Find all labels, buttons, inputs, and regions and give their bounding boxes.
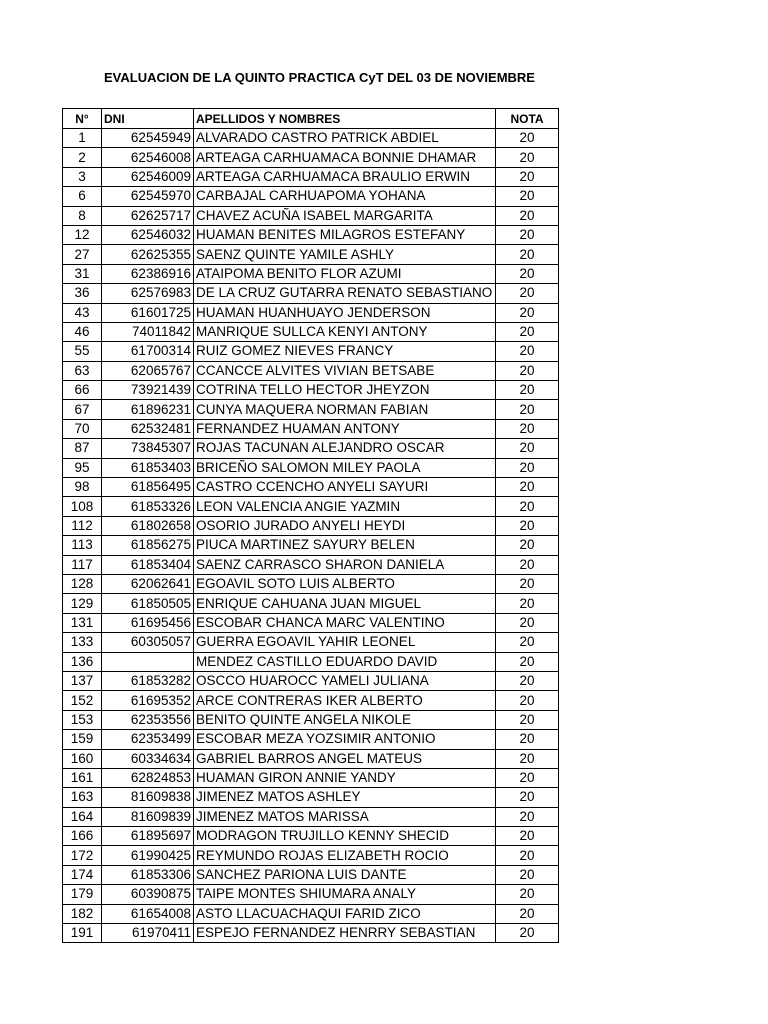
table-row <box>63 749 559 768</box>
student-grade-cell: 20 <box>496 245 559 264</box>
student-name-cell: ROJAS TACUNAN ALEJANDRO OSCAR <box>194 439 496 458</box>
student-number-cell: 43 <box>63 303 102 322</box>
student-name-cell: DE LA CRUZ GUTARRA RENATO SEBASTIANO <box>194 284 496 303</box>
student-number-cell: 6 <box>63 187 102 206</box>
student-grade-cell: 20 <box>496 885 559 904</box>
student-dni-cell: 62625717 <box>102 206 194 225</box>
student-name-cell: ATAIPOMA BENITO FLOR AZUMI <box>194 264 496 283</box>
student-grade-cell: 20 <box>496 633 559 652</box>
table-row <box>63 594 559 613</box>
student-grade-cell: 20 <box>496 710 559 729</box>
student-number-cell: 129 <box>63 594 102 613</box>
table-row <box>63 419 559 438</box>
student-name-cell: CHAVEZ ACUÑA ISABEL MARGARITA <box>194 206 496 225</box>
student-dni-cell: 62546032 <box>102 225 194 244</box>
student-grade-cell: 20 <box>496 671 559 690</box>
student-grade-cell: 20 <box>496 361 559 380</box>
student-grade-cell: 20 <box>496 478 559 497</box>
student-grade-cell: 20 <box>496 381 559 400</box>
table-row <box>63 148 559 167</box>
student-name-cell: TAIPE MONTES SHIUMARA ANALY <box>194 885 496 904</box>
student-name-cell: JIMENEZ MATOS ASHLEY <box>194 788 496 807</box>
student-number-cell: 3 <box>63 167 102 186</box>
student-name-cell: ARTEAGA CARHUAMACA BRAULIO ERWIN <box>194 167 496 186</box>
table-row <box>63 400 559 419</box>
student-grade-cell: 20 <box>496 846 559 865</box>
student-number-cell: 95 <box>63 458 102 477</box>
student-name-cell: ESCOBAR CHANCA MARC VALENTINO <box>194 613 496 632</box>
table-row <box>63 807 559 826</box>
student-dni-cell: 61695456 <box>102 613 194 632</box>
student-name-cell: JIMENEZ MATOS MARISSA <box>194 807 496 826</box>
student-name-cell: RUIZ GOMEZ NIEVES FRANCY <box>194 342 496 361</box>
student-dni-cell: 61853282 <box>102 671 194 690</box>
student-grade-cell: 20 <box>496 924 559 943</box>
student-dni-cell: 81609839 <box>102 807 194 826</box>
student-dni-cell: 61853404 <box>102 555 194 574</box>
student-grade-cell: 20 <box>496 167 559 186</box>
student-grade-cell: 20 <box>496 536 559 555</box>
table-row <box>63 633 559 652</box>
student-dni-cell: 61856275 <box>102 536 194 555</box>
header-row <box>63 109 559 129</box>
student-name-cell: ALVARADO CASTRO PATRICK ABDIEL <box>194 129 496 148</box>
student-dni-cell: 61601725 <box>102 303 194 322</box>
table-row <box>63 322 559 341</box>
student-dni-cell: 61695352 <box>102 691 194 710</box>
table-row <box>63 846 559 865</box>
student-number-cell: 164 <box>63 807 102 826</box>
student-dni-cell: 62545970 <box>102 187 194 206</box>
student-name-cell: LEON VALENCIA ANGIE YAZMIN <box>194 497 496 516</box>
student-name-cell: HUAMAN BENITES MILAGROS ESTEFANY <box>194 225 496 244</box>
student-grade-cell: 20 <box>496 284 559 303</box>
student-grade-cell: 20 <box>496 187 559 206</box>
student-dni-cell: 62824853 <box>102 768 194 787</box>
student-dni-cell: 61700314 <box>102 342 194 361</box>
student-grade-cell: 20 <box>496 129 559 148</box>
student-dni-cell: 61853403 <box>102 458 194 477</box>
student-number-cell: 63 <box>63 361 102 380</box>
student-name-cell: OSORIO JURADO ANYELI HEYDI <box>194 516 496 535</box>
table-row <box>63 536 559 555</box>
student-grade-cell: 20 <box>496 458 559 477</box>
student-dni-cell: 62386916 <box>102 264 194 283</box>
student-number-cell: 163 <box>63 788 102 807</box>
student-dni-cell: 62546008 <box>102 148 194 167</box>
student-dni-cell: 61853326 <box>102 497 194 516</box>
student-grade-cell: 20 <box>496 264 559 283</box>
student-dni-cell: 60390875 <box>102 885 194 904</box>
table-row <box>63 555 559 574</box>
student-name-cell: ESCOBAR MEZA YOZSIMIR ANTONIO <box>194 730 496 749</box>
student-name-cell: BENITO QUINTE ANGELA NIKOLE <box>194 710 496 729</box>
student-name-cell: CUNYA MAQUERA NORMAN FABIAN <box>194 400 496 419</box>
table-row <box>63 245 559 264</box>
student-number-cell: 55 <box>63 342 102 361</box>
student-grade-cell: 20 <box>496 788 559 807</box>
table-row <box>63 303 559 322</box>
student-number-cell: 191 <box>63 924 102 943</box>
student-grade-cell: 20 <box>496 730 559 749</box>
student-number-cell: 46 <box>63 322 102 341</box>
student-number-cell: 8 <box>63 206 102 225</box>
student-dni-cell: 61802658 <box>102 516 194 535</box>
student-grade-cell: 20 <box>496 516 559 535</box>
student-number-cell: 87 <box>63 439 102 458</box>
student-grade-cell: 20 <box>496 574 559 593</box>
student-name-cell: COTRINA TELLO HECTOR JHEYZON <box>194 381 496 400</box>
student-grade-cell: 20 <box>496 497 559 516</box>
student-dni-cell <box>102 652 194 671</box>
student-name-cell: EGOAVIL SOTO LUIS ALBERTO <box>194 574 496 593</box>
table-row <box>63 710 559 729</box>
student-dni-cell: 73921439 <box>102 381 194 400</box>
student-name-cell: MENDEZ CASTILLO EDUARDO DAVID <box>194 652 496 671</box>
student-dni-cell: 61654008 <box>102 904 194 923</box>
table-row <box>63 516 559 535</box>
student-number-cell: 66 <box>63 381 102 400</box>
table-row <box>63 671 559 690</box>
student-dni-cell: 61970411 <box>102 924 194 943</box>
document-title: EVALUACION DE LA QUINTO PRACTICA CyT DEL 03 DE NOVIEMBRE <box>104 70 535 85</box>
student-number-cell: 70 <box>63 419 102 438</box>
student-number-cell: 12 <box>63 225 102 244</box>
table-row <box>63 206 559 225</box>
student-number-cell: 1 <box>63 129 102 148</box>
student-number-cell: 137 <box>63 671 102 690</box>
student-name-cell: ARCE CONTRERAS IKER ALBERTO <box>194 691 496 710</box>
table-row <box>63 167 559 186</box>
student-dni-cell: 62576983 <box>102 284 194 303</box>
student-number-cell: 112 <box>63 516 102 535</box>
student-number-cell: 160 <box>63 749 102 768</box>
student-name-cell: HUAMAN GIRON ANNIE YANDY <box>194 768 496 787</box>
student-number-cell: 36 <box>63 284 102 303</box>
student-grade-cell: 20 <box>496 206 559 225</box>
student-name-cell: ASTO LLACUACHAQUI FARID ZICO <box>194 904 496 923</box>
table-row <box>63 458 559 477</box>
student-number-cell: 152 <box>63 691 102 710</box>
student-dni-cell: 62062641 <box>102 574 194 593</box>
student-dni-cell: 61850505 <box>102 594 194 613</box>
student-number-cell: 128 <box>63 574 102 593</box>
student-number-cell: 27 <box>63 245 102 264</box>
student-dni-cell: 62065767 <box>102 361 194 380</box>
student-grade-cell: 20 <box>496 225 559 244</box>
table-row <box>63 225 559 244</box>
student-number-cell: 172 <box>63 846 102 865</box>
student-dni-cell: 74011842 <box>102 322 194 341</box>
table-row <box>63 381 559 400</box>
student-grade-cell: 20 <box>496 594 559 613</box>
column-header-name: APELLIDOS Y NOMBRES <box>194 109 496 129</box>
table-row <box>63 865 559 884</box>
student-dni-cell: 62545949 <box>102 129 194 148</box>
column-header-dni: DNI <box>102 109 194 129</box>
table-row <box>63 613 559 632</box>
student-dni-cell: 61895697 <box>102 827 194 846</box>
student-name-cell: OSCCO HUAROCC YAMELI JULIANA <box>194 671 496 690</box>
table-body <box>63 129 559 943</box>
student-grade-cell: 20 <box>496 400 559 419</box>
student-name-cell: ESPEJO FERNANDEZ HENRRY SEBASTIAN <box>194 924 496 943</box>
student-name-cell: SAENZ CARRASCO SHARON DANIELA <box>194 555 496 574</box>
student-dni-cell: 61896231 <box>102 400 194 419</box>
table-row <box>63 924 559 943</box>
student-number-cell: 182 <box>63 904 102 923</box>
student-grade-cell: 20 <box>496 555 559 574</box>
student-number-cell: 166 <box>63 827 102 846</box>
student-dni-cell: 62625355 <box>102 245 194 264</box>
student-grade-cell: 20 <box>496 322 559 341</box>
student-name-cell: HUAMAN HUANHUAYO JENDERSON <box>194 303 496 322</box>
table-row <box>63 439 559 458</box>
student-grade-cell: 20 <box>496 691 559 710</box>
student-dni-cell: 60305057 <box>102 633 194 652</box>
student-grade-cell: 20 <box>496 303 559 322</box>
student-dni-cell: 60334634 <box>102 749 194 768</box>
student-number-cell: 31 <box>63 264 102 283</box>
table-header <box>63 109 559 129</box>
table-row <box>63 768 559 787</box>
student-grade-cell: 20 <box>496 749 559 768</box>
student-name-cell: PIUCA MARTINEZ SAYURY BELEN <box>194 536 496 555</box>
table-row <box>63 284 559 303</box>
student-name-cell: FERNANDEZ HUAMAN ANTONY <box>194 419 496 438</box>
column-header-grade: NOTA <box>496 109 559 129</box>
student-grade-cell: 20 <box>496 419 559 438</box>
table-row <box>63 264 559 283</box>
column-header-number: N° <box>63 109 102 129</box>
table-row <box>63 187 559 206</box>
student-number-cell: 113 <box>63 536 102 555</box>
student-dni-cell: 73845307 <box>102 439 194 458</box>
student-dni-cell: 81609838 <box>102 788 194 807</box>
student-grade-cell: 20 <box>496 148 559 167</box>
table-row <box>63 497 559 516</box>
student-name-cell: GABRIEL BARROS ANGEL MATEUS <box>194 749 496 768</box>
student-name-cell: ARTEAGA CARHUAMACA BONNIE DHAMAR <box>194 148 496 167</box>
table-row <box>63 885 559 904</box>
student-number-cell: 136 <box>63 652 102 671</box>
student-grade-cell: 20 <box>496 652 559 671</box>
student-dni-cell: 61856495 <box>102 478 194 497</box>
student-name-cell: REYMUNDO ROJAS ELIZABETH ROCIO <box>194 846 496 865</box>
student-dni-cell: 62353499 <box>102 730 194 749</box>
student-grade-cell: 20 <box>496 768 559 787</box>
student-number-cell: 153 <box>63 710 102 729</box>
student-name-cell: CARBAJAL CARHUAPOMA YOHANA <box>194 187 496 206</box>
student-grade-cell: 20 <box>496 904 559 923</box>
table-row <box>63 827 559 846</box>
student-name-cell: SANCHEZ PARIONA LUIS DANTE <box>194 865 496 884</box>
table-row <box>63 904 559 923</box>
table-row <box>63 361 559 380</box>
student-dni-cell: 62353556 <box>102 710 194 729</box>
table-row <box>63 730 559 749</box>
student-grade-cell: 20 <box>496 827 559 846</box>
student-number-cell: 133 <box>63 633 102 652</box>
student-grade-cell: 20 <box>496 342 559 361</box>
student-dni-cell: 62532481 <box>102 419 194 438</box>
student-grade-cell: 20 <box>496 439 559 458</box>
student-dni-cell: 62546009 <box>102 167 194 186</box>
table-row <box>63 788 559 807</box>
table-row <box>63 129 559 148</box>
student-name-cell: MODRAGON TRUJILLO KENNY SHECID <box>194 827 496 846</box>
student-number-cell: 117 <box>63 555 102 574</box>
student-number-cell: 174 <box>63 865 102 884</box>
student-number-cell: 159 <box>63 730 102 749</box>
grades-table <box>62 108 559 943</box>
student-number-cell: 2 <box>63 148 102 167</box>
student-name-cell: GUERRA EGOAVIL YAHIR LEONEL <box>194 633 496 652</box>
student-number-cell: 179 <box>63 885 102 904</box>
table-row <box>63 574 559 593</box>
student-number-cell: 131 <box>63 613 102 632</box>
student-grade-cell: 20 <box>496 807 559 826</box>
student-number-cell: 98 <box>63 478 102 497</box>
student-grade-cell: 20 <box>496 613 559 632</box>
table-row <box>63 342 559 361</box>
student-name-cell: CCANCCE ALVITES VIVIAN BETSABE <box>194 361 496 380</box>
student-dni-cell: 61853306 <box>102 865 194 884</box>
table-row <box>63 652 559 671</box>
table-row <box>63 478 559 497</box>
student-number-cell: 161 <box>63 768 102 787</box>
student-name-cell: ENRIQUE CAHUANA JUAN MIGUEL <box>194 594 496 613</box>
student-grade-cell: 20 <box>496 865 559 884</box>
student-number-cell: 67 <box>63 400 102 419</box>
student-name-cell: BRICEÑO SALOMON MILEY PAOLA <box>194 458 496 477</box>
student-dni-cell: 61990425 <box>102 846 194 865</box>
table-row <box>63 691 559 710</box>
student-name-cell: MANRIQUE SULLCA KENYI ANTONY <box>194 322 496 341</box>
student-name-cell: CASTRO CCENCHO ANYELI SAYURI <box>194 478 496 497</box>
student-number-cell: 108 <box>63 497 102 516</box>
student-name-cell: SAENZ QUINTE YAMILE ASHLY <box>194 245 496 264</box>
